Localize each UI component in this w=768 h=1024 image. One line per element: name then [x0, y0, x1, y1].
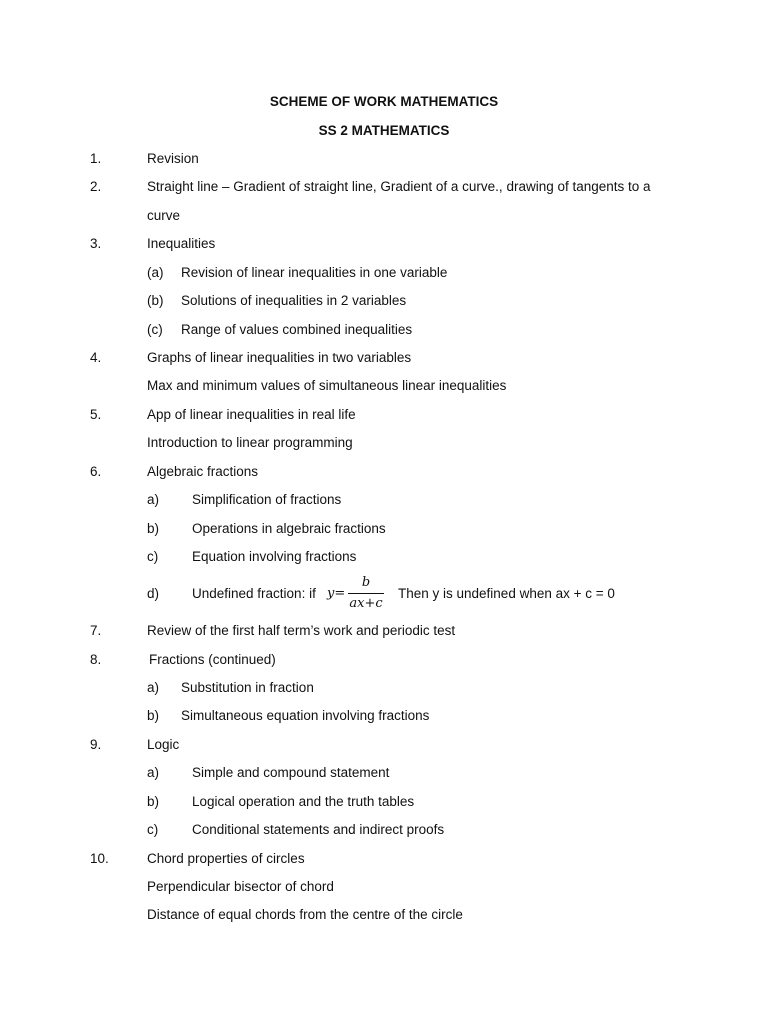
- item-text: App of linear inequalities in real life: [147, 407, 356, 422]
- item-text: Straight line – Gradient of straight line, Gradient of a curve., drawing of tangents to a: [147, 179, 651, 194]
- sub-item-text: Substitution in fraction: [181, 680, 314, 695]
- sub-item-text: Conditional statements and indirect proofs: [192, 822, 445, 837]
- sub-item-text: Simultaneous equation involving fractions: [181, 708, 430, 723]
- item-number: 4.: [90, 350, 102, 365]
- sub-item-label: (b): [147, 293, 164, 308]
- item-text: Inequalities: [147, 236, 216, 251]
- formula-fraction: [348, 574, 384, 613]
- formula-equals: =: [334, 586, 346, 601]
- item-number: 7.: [90, 623, 102, 638]
- sub-item-label: c): [147, 822, 159, 837]
- sub-item-label: b): [147, 708, 160, 723]
- sub-item-label: c): [147, 549, 159, 564]
- formula-lhs: [327, 585, 345, 603]
- item-number: 2.: [90, 179, 102, 194]
- document-title: SCHEME OF WORK MATHEMATICS: [269, 94, 499, 109]
- sub-item-text: Undefined fraction: if: [192, 586, 316, 601]
- sub-item-label: a): [147, 492, 160, 507]
- item-text: Chord properties of circles: [147, 851, 305, 866]
- item-text: Algebraic fractions: [147, 464, 259, 479]
- sub-item-label: (c): [147, 322, 163, 337]
- sub-item-text: Simplification of fractions: [192, 492, 342, 507]
- fraction-denominator: ax+c: [349, 596, 383, 611]
- item-text: Revision: [147, 151, 199, 166]
- sub-item-text: Range of values combined inequalities: [181, 322, 413, 337]
- sub-item-label: b): [147, 794, 160, 809]
- item-text-continued: Distance of equal chords from the centre of the circle: [147, 907, 463, 922]
- sub-item-text: Revision of linear inequalities in one variable: [181, 265, 448, 280]
- sub-item-label: b): [147, 521, 160, 536]
- item-text: Logic: [147, 737, 180, 752]
- item-number: 8.: [90, 652, 102, 667]
- formula-explanation: Then y is undefined when ax + c = 0: [398, 586, 615, 601]
- sub-item-text: Logical operation and the truth tables: [192, 794, 415, 809]
- sub-item-label: d): [147, 586, 160, 601]
- item-text: Fractions (continued): [149, 652, 276, 667]
- item-text-continued: curve: [147, 208, 181, 223]
- item-text-continued: Perpendicular bisector of chord: [147, 879, 334, 894]
- item-number: 9.: [90, 737, 102, 752]
- item-number: 1.: [90, 151, 102, 166]
- item-text: Review of the first half term’s work and periodic test: [147, 623, 456, 638]
- item-number: 10.: [90, 851, 109, 866]
- item-text: Graphs of linear inequalities in two variables: [147, 350, 412, 365]
- sub-item-label: a): [147, 680, 160, 695]
- document-subtitle: SS 2 MATHEMATICS: [318, 123, 450, 138]
- sub-item-text: Simple and compound statement: [192, 765, 390, 780]
- sub-item-text: Solutions of inequalities in 2 variables: [181, 293, 407, 308]
- sub-item-text: Equation involving fractions: [192, 549, 357, 564]
- item-text-continued: Max and minimum values of simultaneous linear inequalities: [147, 378, 507, 393]
- fraction-bar: [348, 593, 384, 594]
- fraction-numerator: b: [361, 575, 371, 590]
- item-number: 6.: [90, 464, 102, 479]
- item-text-continued: Introduction to linear programming: [147, 435, 353, 450]
- sub-item-label: a): [147, 765, 160, 780]
- item-number: 5.: [90, 407, 102, 422]
- sub-item-label: (a): [147, 265, 164, 280]
- formula-variable: y: [327, 586, 335, 601]
- item-number: 3.: [90, 236, 102, 251]
- sub-item-text: Operations in algebraic fractions: [192, 521, 386, 536]
